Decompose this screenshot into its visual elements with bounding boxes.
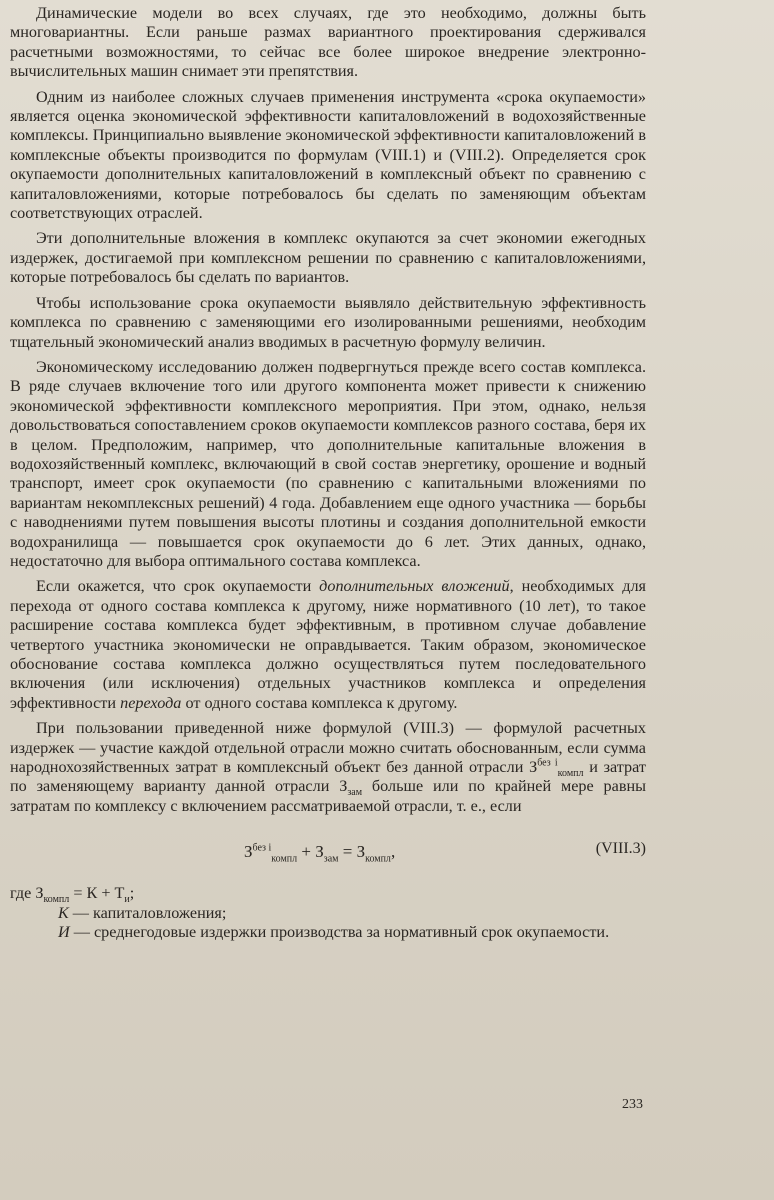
p6-italic-transition: перехода [120, 693, 182, 712]
where-def-rest: = К + Т [69, 884, 125, 903]
formula-z3: З [356, 842, 366, 862]
paragraph-2: Одним из наиболее сложных случаев применения инструмента «срока окупаемости» является оценка экономической эффективности капиталовложений в водохозяйственные комплексы. Принципиально выявление экономической эффективности капиталовложений в комплексные объекты производится по формулам (VIII.1) и (VIII.2). Определяется срок окупаемости дополнительных капиталовложений в комплексный объект по сравнению с капиталовложениями, которые потребовалось бы сделать по заменяющим объектам соответствующих отраслей. [10, 87, 646, 223]
formula-z1: З [244, 842, 253, 862]
paragraph-7 [10, 719, 646, 816]
where-prefix: где [10, 884, 36, 903]
definition-z-kompl [10, 884, 646, 906]
p6-text-1: Если окажется, что срок окупаемости [36, 577, 320, 596]
page-number: 233 [622, 1097, 643, 1112]
p6-italic-additional-investments: дополнительных вложений [319, 577, 510, 596]
def-k-text: — капиталовложения; [68, 903, 227, 922]
formula-z2: З [315, 842, 324, 862]
formula-sub-zam: зам [323, 853, 339, 865]
p7-sup-without-i: без i [537, 757, 558, 769]
where-semicolon: ; [129, 884, 135, 903]
p7-symbol-z-2: З [339, 777, 348, 796]
paragraph-4: Чтобы использование срока окупаемости выявляло действительную эффективность комплекса по сравнению с заменяющими его изолированными решениями, необходим тщательный экономический анализ вводимых в расчетную формулу величин. [10, 293, 646, 351]
def-i-text: — среднегодовые издержки производства за нормативный срок окупаемости. [69, 923, 610, 942]
where-z: З [35, 884, 44, 903]
formula-expression [244, 842, 396, 865]
definition-k [10, 904, 646, 923]
p6-text-3: от одного состава комплекса к другому. [181, 693, 458, 712]
formula-equals: = [338, 842, 357, 862]
p7-text-1: При пользовании приведенной ниже формулой (VIII.3) — формулой расчетных издержек — участие каждой отдельной отрасли можно считать обоснованным, если сумма народнохозяйственных затрат в комплексный объект без данной отрасли [10, 719, 646, 777]
where-sub-i: и [124, 894, 130, 906]
definition-i [10, 923, 646, 942]
p7-text-3: больше или по крайней мере равны затратам по комплексу с включением рассматриваемой отрасли, т. е., если [10, 777, 646, 815]
formula-tail: , [390, 842, 396, 862]
paragraph-5: Экономическому исследованию должен подвергнуться прежде всего состав комплекса. В ряде случаев включение того или другого компонента может привести к снижению экономической эффективности комплексного мероприятия. При этом, однако, нельзя довольствоваться сопоставлением сроков окупаемости комплексов разного состава, беря их в целом. Предположим, например, что дополнительные капитальные вложения в водохозяйственный комплекс, включающий в свой состав энергетику, орошение и водный транспорт, имеет срок окупаемости (по сравнению с капитальными вложениями по вариантам некомплексных решений) 4 года. Добавлением еще одного участника — борьбы с наводнениями путем повышения высоты плотины и создания дополнительной емкости водохранилища — повышается срок окупаемости до 6 лет. Этих данных, однако, недостаточно для выбора оптимального состава комплекса. [10, 357, 646, 570]
def-i-letter: И [58, 923, 70, 942]
p7-sub-zam: зам [347, 787, 363, 799]
p7-text-2: и затрат по заменяющему варианту данной отрасли [10, 758, 646, 796]
p7-symbol-z: З [529, 758, 538, 777]
paragraph-6 [10, 577, 646, 713]
formula-plus: + [297, 842, 316, 862]
formula-sub-kompl-2: компл [365, 853, 391, 865]
paragraph-3: Эти дополнительные вложения в комплекс окупаются за счет экономии ежегодных издержек, достигаемой при комплексном решении по сравнению с капиталовложениями, которые потребовалось бы сделать по вариантов. [10, 229, 646, 287]
p6-text-2: , необходимых для перехода от одного состава комплекса к другому, ниже нормативного (10 лет), то такое расширение состава комплекса будет эффективным, в противном случае добавление четвертого участника экономически не оправдывается. Таким образом, экономическое обоснование состава комплекса должно осуществляться путем последовательного включения (или исключения) отдельных участников комплекса и определения эффективности [10, 577, 647, 712]
formula-viii-3 [10, 834, 646, 878]
p7-sub-kompl: компл [557, 768, 584, 780]
where-sub-kompl: компл [43, 894, 70, 906]
paragraph-1: Динамические модели во всех случаях, где это необходимо, должны быть многовариантны. Если раньше размах вариантного проектирования сдерживался расчетными возможностями, то сейчас все более широкое внедрение электронно-вычислительных машин снимает эти препятствия. [10, 4, 646, 81]
formula-sub-kompl: компл [271, 853, 298, 865]
formula-number: (VIII.3) [595, 840, 646, 858]
definitions [10, 884, 646, 942]
formula-sup-without-i: без i [252, 842, 272, 854]
def-k-letter: К [58, 903, 69, 922]
